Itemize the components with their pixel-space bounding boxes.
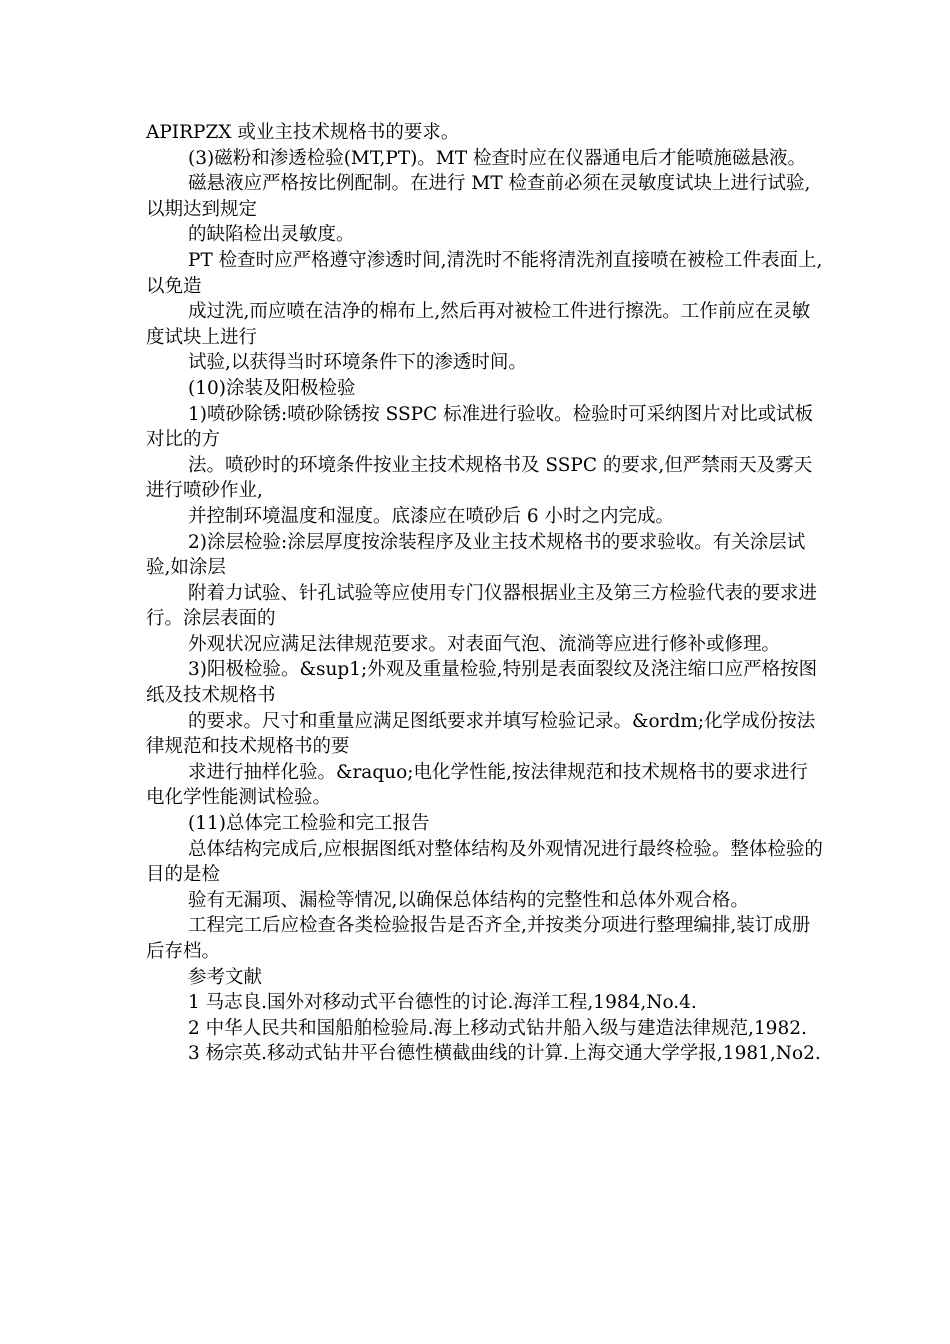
paragraph: 求进行抽样化验。&raquo;电化学性能,按法律规范和技术规格书的要求进行电化学性能测试检验。 [146, 761, 808, 809]
paragraph: 工程完工后应检查各类检验报告是否齐全,并按类分项进行整理编排,装订成册后存档。 [146, 915, 811, 962]
section-heading: (10)涂装及阳极检验 [188, 377, 356, 399]
paragraph: 外观状况应满足法律规范要求。对表面气泡、流淌等应进行修补或修理。 [188, 633, 781, 655]
paragraph: 1)喷砂除锈:喷砂除锈按 SSPC 标准进行验收。检验时可采纳图片对比或试板对比的方 [146, 403, 814, 451]
paragraph: 验有无漏项、漏检等情况,以确保总体结构的完整性和总体外观合格。 [188, 889, 749, 911]
paragraph: (3)磁粉和渗透检验(MT,PT)。MT 检查时应在仪器通电后才能喷施磁悬液。 [188, 147, 807, 169]
document-body [146, 120, 826, 1067]
paragraph: 总体结构完成后,应根据图纸对整体结构及外观情况进行最终检验。整体检验的目的是检 [146, 838, 823, 886]
paragraph: 的要求。尺寸和重量应满足图纸要求并填写检验记录。&ordm;化学成份按法律规范和技术规格书的要 [146, 710, 816, 758]
reference-item: 3 杨宗英.移动式钻井平台德性横截曲线的计算.上海交通大学学报,1981,No2. [188, 1043, 821, 1065]
reference-item: 1 马志良.国外对移动式平台德性的讨论.海洋工程,1984,No.4. [188, 992, 697, 1014]
paragraph: APIRPZX 或业主技术规格书的要求。 [146, 122, 460, 143]
paragraph: 成过洗,而应喷在洁净的棉布上,然后再对被检工件进行擦洗。工作前应在灵敏度试块上进行 [146, 301, 811, 348]
paragraph: 磁悬液应严格按比例配制。在进行 MT 检查前必须在灵敏度试块上进行试验,以期达到规定 [146, 173, 811, 220]
paragraph: 试验,以获得当时环境条件下的渗透时间。 [188, 352, 527, 374]
paragraph: 2)涂层检验:涂层厚度按涂装程序及业主技术规格书的要求验收。有关涂层试验,如涂层 [146, 531, 806, 579]
reference-item: 2 中华人民共和国船舶检验局.海上移动式钻井船入级与建造法律规范,1982. [188, 1017, 807, 1039]
references-heading: 参考文献 [188, 966, 263, 988]
paragraph: PT 检查时应严格遵守渗透时间,清洗时不能将清洗剂直接喷在被检工件表面上,以免造 [146, 249, 823, 297]
paragraph: 并控制环境温度和湿度。底漆应在喷砂后 6 小时之内完成。 [188, 505, 675, 527]
paragraph: 附着力试验、针孔试验等应使用专门仪器根据业主及第三方检验代表的要求进行。涂层表面的 [146, 582, 818, 630]
paragraph: 法。喷砂时的环境条件按业主技术规格书及 SSPC 的要求,但严禁雨天及雾天进行喷砂作业, [146, 454, 813, 502]
section-heading: (11)总体完工检验和完工报告 [188, 813, 430, 835]
paragraph: 的缺陷检出灵敏度。 [188, 224, 355, 246]
paragraph: 3)阳极检验。&sup1;外观及重量检验,特别是表面裂纹及浇注缩口应严格按图纸及技术规格书 [146, 659, 818, 707]
